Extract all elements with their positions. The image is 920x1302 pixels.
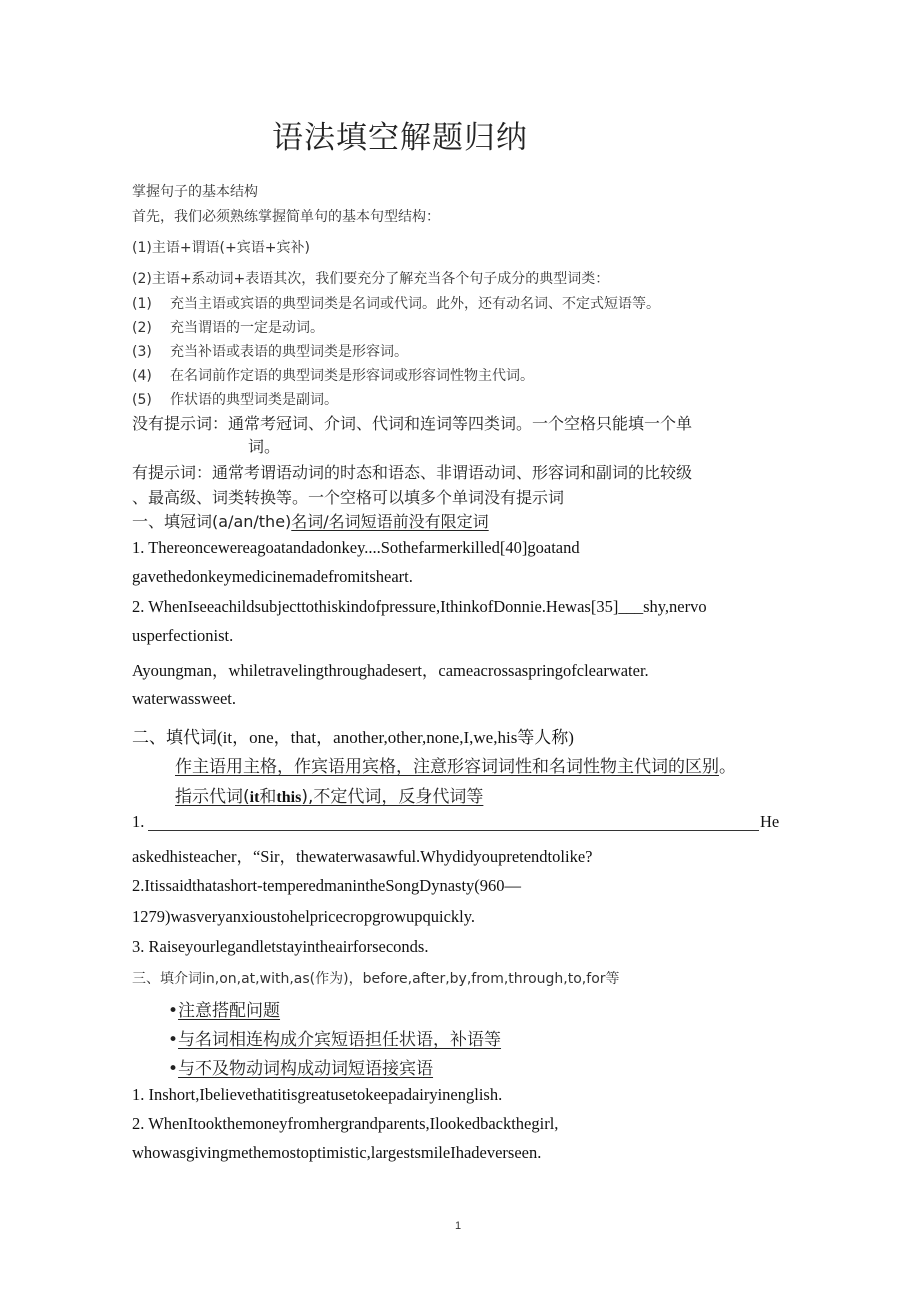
no-hint-paragraph-cont: 词。: [248, 437, 281, 456]
has-hint-paragraph: 有提示词：通常考谓语动词的时态和语态、非谓语动词、形容词和副词的比较级: [132, 463, 693, 482]
section-1-heading-text: 一、填冠词(a/an/the): [132, 512, 292, 531]
example-sentence: whowasgivingmethemostoptimistic,largestsmileIhadeverseen.: [132, 1143, 542, 1162]
list-item-text: 充当补语或表语的典型词类是形容词。: [170, 344, 408, 360]
no-hint-paragraph: 没有提示词：通常考冠词、介词、代词和连词等四类词。一个空格只能填一个单: [132, 414, 693, 433]
example-sentence: 3. Raiseyourlegandletstayintheairforseconds.: [132, 937, 429, 956]
example-sentence: 1.: [132, 812, 145, 831]
bullet-icon: •: [168, 1059, 179, 1079]
section-2-note-end: 。: [719, 757, 736, 777]
note-keyword: it: [249, 789, 260, 806]
bullet-icon: •: [168, 1001, 179, 1021]
list-item: [132, 341, 408, 361]
page-number: 1: [455, 1220, 462, 1232]
section-1-heading-rule: 名词/名词短语前没有限定词: [291, 512, 489, 531]
section-2-note-2: [175, 782, 483, 807]
section-2-note-text: 作主语用主格，作宾语用宾格，注意形容词词性和名词性物主代词的区别: [175, 757, 719, 777]
list-item: [132, 389, 338, 409]
example-sentence: 2. WhenIseeachildsubjecttothiskindofpressure,IthinkofDonnie.Hewas[35]___shy,nervo: [132, 597, 707, 616]
section-3-heading: 三、填介词in,on,at,with,as(作为)，before,after,by,from,through,to,for等: [132, 971, 620, 987]
note-text: 和: [259, 787, 277, 807]
example-sentence: 1. Thereoncewereagoatandadonkey....Sothefarmerkilled[40]goatand: [132, 538, 580, 557]
list-item-text: 作状语的典型词类是副词。: [170, 392, 338, 408]
example-sentence: 2.Itissaidthatashort-temperedmanintheSongDynasty(960—: [132, 876, 522, 895]
example-sentence: gavethedonkeymedicinemadefromitsheart.: [132, 567, 413, 586]
bullet-text: 与不及物动词构成动词短语接宾语: [178, 1059, 434, 1079]
bullet-text: 与名词相连构成介宾短语担任状语，补语等: [178, 1030, 502, 1050]
list-item-number: (4): [132, 368, 152, 384]
has-hint-paragraph-cont: 、最高级、词类转换等。一个空格可以填多个单词没有提示词: [132, 488, 565, 507]
list-item-number: (5): [132, 392, 152, 408]
bullet-item: [168, 1025, 501, 1050]
example-sentence: Ayoungman，whiletravelingthroughadesert，cameacrossaspringofclearwater.: [132, 661, 649, 680]
example-sentence: 1. Inshort,Ibelievethatitisgreatusetokeepadairyinenglish.: [132, 1085, 503, 1104]
intro-line: 首先，我们必须熟练掌握简单句的基本句型结构：: [132, 209, 440, 225]
list-item: [132, 365, 534, 385]
section-2-note: [175, 752, 736, 777]
example-sentence: usperfectionist.: [132, 626, 234, 645]
note-text: ),不定代词，反身代词等: [301, 787, 484, 807]
example-sentence: waterwassweet.: [132, 689, 236, 708]
example-sentence: askedhisteacher，“Sir，thewaterwasawful.Whydidyoupretendtolike?: [132, 847, 593, 866]
blank-line: [148, 830, 759, 831]
bullet-text: 注意搭配问题: [178, 1001, 281, 1021]
bullet-item: [168, 1054, 433, 1079]
list-item-text: 充当主语或宾语的典型词类是名词或代词。此外，还有动名词、不定式短语等。: [170, 296, 660, 312]
list-item: [132, 317, 324, 337]
list-item-text: 在名词前作定语的典型词类是形容词或形容词性物主代词。: [170, 368, 534, 384]
example-sentence: 2. WhenItookthemoneyfromhergrandparents,Ilookedbackthegirl,: [132, 1114, 559, 1133]
list-item-text: 充当谓语的一定是动词。: [170, 320, 324, 336]
list-item: [132, 293, 660, 313]
note-text: 指示代词(: [175, 787, 250, 807]
example-sentence: 1279)wasveryanxioustohelpricecropgrowupquickly.: [132, 907, 476, 926]
bullet-item: [168, 996, 280, 1021]
bullet-icon: •: [168, 1030, 179, 1050]
list-item-number: (2): [132, 320, 152, 336]
sentence-pattern-2: (2)主语+系动词+表语其次，我们要充分了解充当各个句子成分的典型词类：: [132, 271, 610, 287]
section-2-heading: 二、填代词(it，one，that，another,other,none,I,we,his等人称): [132, 728, 574, 747]
list-item-number: (3): [132, 344, 152, 360]
list-item-number: (1): [132, 296, 152, 312]
note-keyword: this: [276, 789, 302, 806]
sentence-pattern-1: (1)主语+谓语(+宾语+宾补): [132, 240, 310, 256]
example-sentence: He: [760, 812, 780, 831]
intro-heading: 掌握句子的基本结构: [132, 184, 258, 200]
section-1-heading: [132, 509, 489, 532]
page-title: 语法填空解题归纳: [272, 120, 528, 156]
